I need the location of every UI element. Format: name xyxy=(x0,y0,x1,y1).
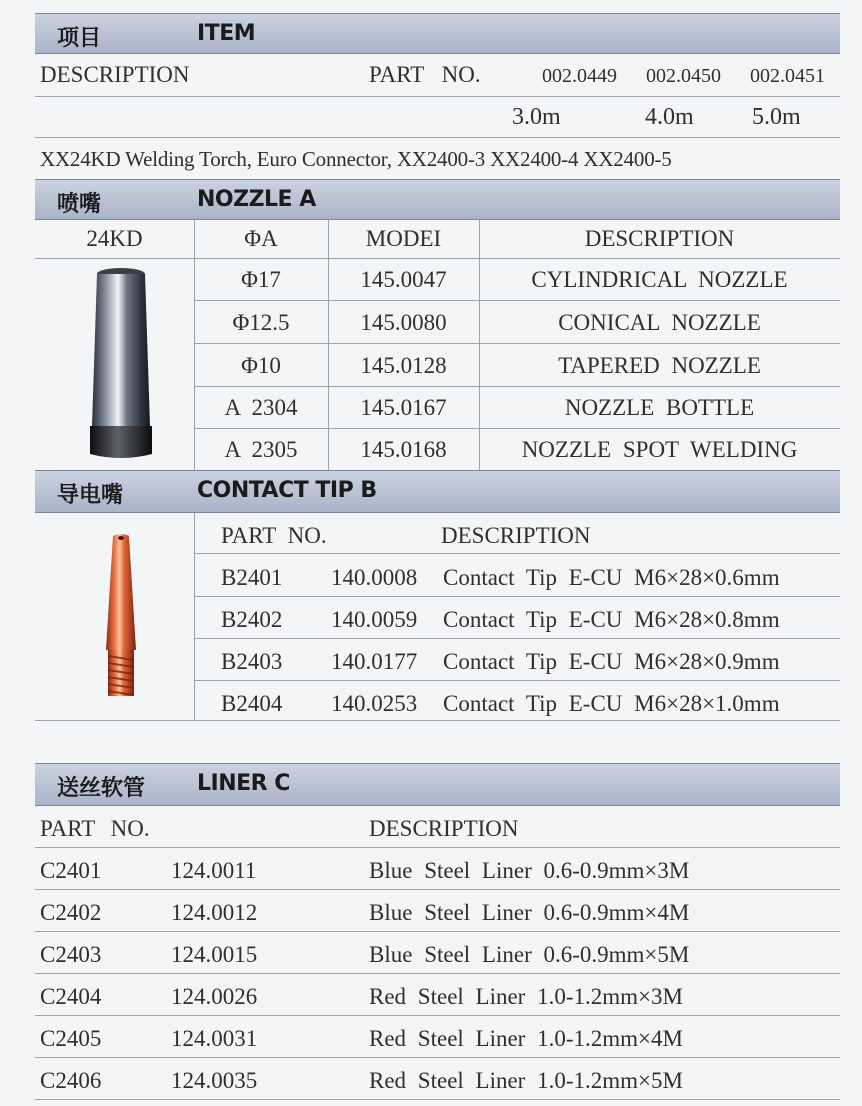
divider xyxy=(194,343,840,344)
liner-row-part: 124.0035 xyxy=(171,1068,258,1093)
divider xyxy=(35,1057,840,1058)
item-length: 4.0m xyxy=(645,104,694,130)
nozzle-row-phi: Φ17 xyxy=(241,267,281,292)
divider xyxy=(194,512,195,720)
nozzle-header-zh: 喷嘴 xyxy=(57,192,102,217)
nozzle-col-description: DESCRIPTION xyxy=(584,226,735,251)
liner-row-code: C2402 xyxy=(40,900,102,925)
divider xyxy=(194,218,195,470)
item-description-label: DESCRIPTION xyxy=(40,62,190,87)
contact-tip-col-description: DESCRIPTION xyxy=(441,523,591,548)
nozzle-col-phi: ΦA xyxy=(244,226,278,251)
nozzle-image xyxy=(84,266,158,462)
divider xyxy=(35,1099,840,1100)
liner-header-zh: 送丝软管 xyxy=(57,776,146,801)
nozzle-row-description: CONICAL NOZZLE xyxy=(558,310,761,335)
divider xyxy=(194,638,840,639)
nozzle-row-model: 145.0047 xyxy=(360,267,447,292)
contact-tip-row-description: Contact Tip E-CU M6×28×0.6mm xyxy=(443,565,780,590)
contact-tip-row-description: Contact Tip E-CU M6×28×0.8mm xyxy=(443,607,780,632)
contact-tip-row-description: Contact Tip E-CU M6×28×0.9mm xyxy=(443,649,780,674)
divider xyxy=(194,300,840,301)
nozzle-row-phi: Φ10 xyxy=(241,353,281,378)
liner-row-description: Red Steel Liner 1.0-1.2mm×5M xyxy=(369,1068,683,1093)
contact-tip-row-part: 140.0177 xyxy=(331,649,418,674)
nozzle-col-model: MODEI xyxy=(365,226,442,251)
divider xyxy=(194,386,840,387)
liner-row-description: Blue Steel Liner 0.6-0.9mm×3M xyxy=(369,858,690,883)
liner-row-part: 124.0026 xyxy=(171,984,258,1009)
nozzle-row-model: 145.0167 xyxy=(360,395,447,420)
liner-header-en: LINER C xyxy=(197,771,290,796)
item-part-number: 002.0450 xyxy=(646,65,721,87)
nozzle-row-description: CYLINDRICAL NOZZLE xyxy=(531,267,788,292)
liner-row-code: C2403 xyxy=(40,942,102,967)
nozzle-row-model: 145.0168 xyxy=(360,437,447,462)
liner-row-description: Blue Steel Liner 0.6-0.9mm×4M xyxy=(369,900,690,925)
divider xyxy=(35,96,840,97)
contact-tip-row-part: 140.0253 xyxy=(331,691,418,716)
contact-tip-image xyxy=(98,532,144,702)
divider xyxy=(35,137,840,138)
divider xyxy=(35,889,840,890)
contact-tip-row-part: 140.0008 xyxy=(331,565,418,590)
nozzle-section-header xyxy=(35,179,840,220)
nozzle-row-phi: Φ12.5 xyxy=(232,310,290,335)
liner-row-part: 124.0011 xyxy=(171,858,257,883)
liner-row-part: 124.0015 xyxy=(171,942,258,967)
divider xyxy=(194,680,840,681)
contact-tip-row-code: B2402 xyxy=(221,607,283,632)
divider xyxy=(194,428,840,429)
contact-tip-col-part-no: PART NO. xyxy=(221,523,327,548)
divider xyxy=(35,973,840,974)
nozzle-row-description: NOZZLE BOTTLE xyxy=(564,395,755,420)
divider xyxy=(479,218,480,470)
liner-section-header xyxy=(35,763,840,806)
nozzle-row-description: TAPERED NOZZLE xyxy=(558,353,761,378)
liner-row-code: C2401 xyxy=(40,858,102,883)
divider xyxy=(35,931,840,932)
liner-row-part: 124.0012 xyxy=(171,900,258,925)
contact-tip-header-zh: 导电嘴 xyxy=(57,483,124,508)
nozzle-row-phi: A 2304 xyxy=(224,395,298,420)
item-length: 3.0m xyxy=(512,104,561,130)
liner-row-description: Red Steel Liner 1.0-1.2mm×4M xyxy=(369,1026,683,1051)
divider xyxy=(35,720,840,721)
contact-tip-row-part: 140.0059 xyxy=(331,607,418,632)
liner-col-part-no: PART NO. xyxy=(40,816,150,841)
contact-tip-header-en: CONTACT TIP B xyxy=(197,478,377,503)
divider xyxy=(35,847,840,848)
liner-row-part: 124.0031 xyxy=(171,1026,258,1051)
contact-tip-row-code: B2404 xyxy=(221,691,283,716)
nozzle-row-phi: A 2305 xyxy=(224,437,298,462)
divider xyxy=(35,258,840,259)
liner-row-description: Red Steel Liner 1.0-1.2mm×3M xyxy=(369,984,683,1009)
item-part-number: 002.0451 xyxy=(750,65,825,87)
item-header-en: ITEM xyxy=(197,21,256,46)
contact-tip-row-code: B2401 xyxy=(221,565,283,590)
liner-row-code: C2406 xyxy=(40,1068,102,1093)
item-part-number: 002.0449 xyxy=(542,65,617,87)
contact-tip-row-code: B2403 xyxy=(221,649,283,674)
divider xyxy=(35,1015,840,1016)
item-part-no-label: PART NO. xyxy=(369,62,481,87)
divider xyxy=(194,596,840,597)
liner-row-code: C2404 xyxy=(40,984,102,1009)
divider xyxy=(328,218,329,470)
item-header-zh: 项目 xyxy=(57,26,102,51)
liner-col-description: DESCRIPTION xyxy=(369,816,519,841)
nozzle-row-description: NOZZLE SPOT WELDING xyxy=(521,437,798,462)
contact-tip-row-description: Contact Tip E-CU M6×28×1.0mm xyxy=(443,691,780,716)
nozzle-model-name: 24KD xyxy=(86,226,143,251)
divider xyxy=(194,553,840,554)
nozzle-header-en: NOZZLE A xyxy=(197,187,316,212)
liner-row-description: Blue Steel Liner 0.6-0.9mm×5M xyxy=(369,942,690,967)
nozzle-row-model: 145.0128 xyxy=(360,353,447,378)
item-section-header xyxy=(35,13,840,54)
contact-tip-section-header xyxy=(35,470,840,513)
nozzle-row-model: 145.0080 xyxy=(360,310,447,335)
item-torch-description: XX24KD Welding Torch, Euro Connector, XX2400-3 XX2400-4 XX2400-5 xyxy=(40,147,672,171)
liner-row-code: C2405 xyxy=(40,1026,102,1051)
item-length: 5.0m xyxy=(752,104,801,130)
